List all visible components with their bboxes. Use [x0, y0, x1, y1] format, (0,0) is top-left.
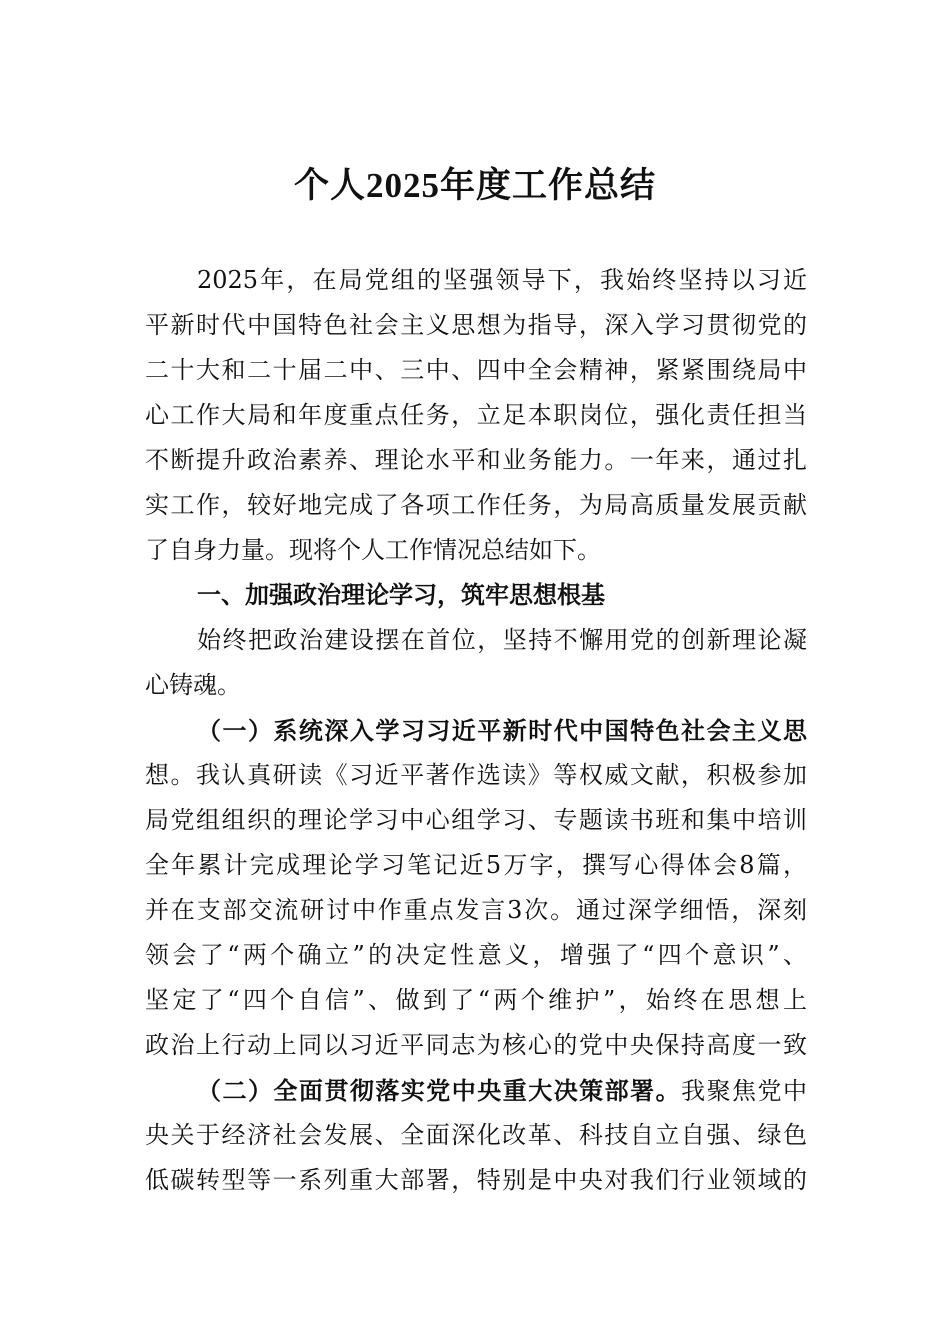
text-line: 并在支部交流研讨中作重点发言3次。通过深学细悟，深刻: [145, 896, 807, 924]
text-line: 央关于经济社会发展、全面深化改革、科技自立自强、绿色: [145, 1121, 807, 1149]
text-line: 全年累计完成理论学习笔记近5万字，撰写心得体会8篇，: [145, 851, 807, 879]
text-line: 平新时代中国特色社会主义思想为指导，深入学习贯彻党的: [145, 311, 807, 339]
subsection-1-paragraph: [145, 708, 807, 1068]
section-1-intro-paragraph: [145, 618, 807, 708]
intro-paragraph: [145, 258, 807, 573]
text-line: 局党组组织的理论学习中心组学习、专题读书班和集中培训: [145, 806, 807, 834]
text-line: 始终把政治建设摆在首位，坚持不懈用党的创新理论凝: [197, 626, 807, 654]
text-line: 二十大和二十届二中、三中、四中全会精神，紧紧围绕局中: [145, 356, 807, 384]
text-line: 想。我认真研读《习近平著作选读》等权威文献，积极参加: [145, 761, 807, 789]
text-line: 政治上行动上同以习近平同志为核心的党中央保持高度一致: [145, 1031, 807, 1059]
text-line: 了自身力量。现将个人工作情况总结如下。: [145, 536, 601, 564]
text-line: 心工作大局和年度重点任务，立足本职岗位，强化责任担当: [145, 401, 807, 429]
subsection-heading-line: （一）系统深入学习习近平新时代中国特色社会主义思: [197, 716, 807, 745]
subsection-heading: （二）全面贯彻落实党中央重大决策部署。: [197, 1076, 682, 1105]
text-line: 低碳转型等一系列重大部署，特别是中央对我们行业领域的: [145, 1166, 807, 1194]
text-line: 领会了“两个确立”的决定性意义，增强了“四个意识”、: [145, 941, 807, 969]
text-line: 不断提升政治素养、理论水平和业务能力。一年来，通过扎: [145, 446, 807, 474]
text-span: 我聚焦党中: [681, 1077, 808, 1105]
subsection-2-paragraph: [145, 1068, 807, 1203]
text-line: 心铸魂。: [145, 671, 241, 699]
section-heading-1: 一、加强政治理论学习，筑牢思想根基: [197, 581, 605, 609]
text-line: 2025年，在局党组的坚强领导下，我始终坚持以习近: [197, 266, 807, 294]
document-body: [145, 258, 807, 1203]
text-line: 实工作，较好地完成了各项工作任务，为局高质量发展贡献: [145, 491, 807, 519]
text-line: 坚定了“四个自信”、做到了“两个维护”，始终在思想上: [145, 986, 807, 1014]
subsection-heading-line: [145, 1068, 807, 1113]
document-title: 个人2025年度工作总结: [293, 166, 656, 205]
